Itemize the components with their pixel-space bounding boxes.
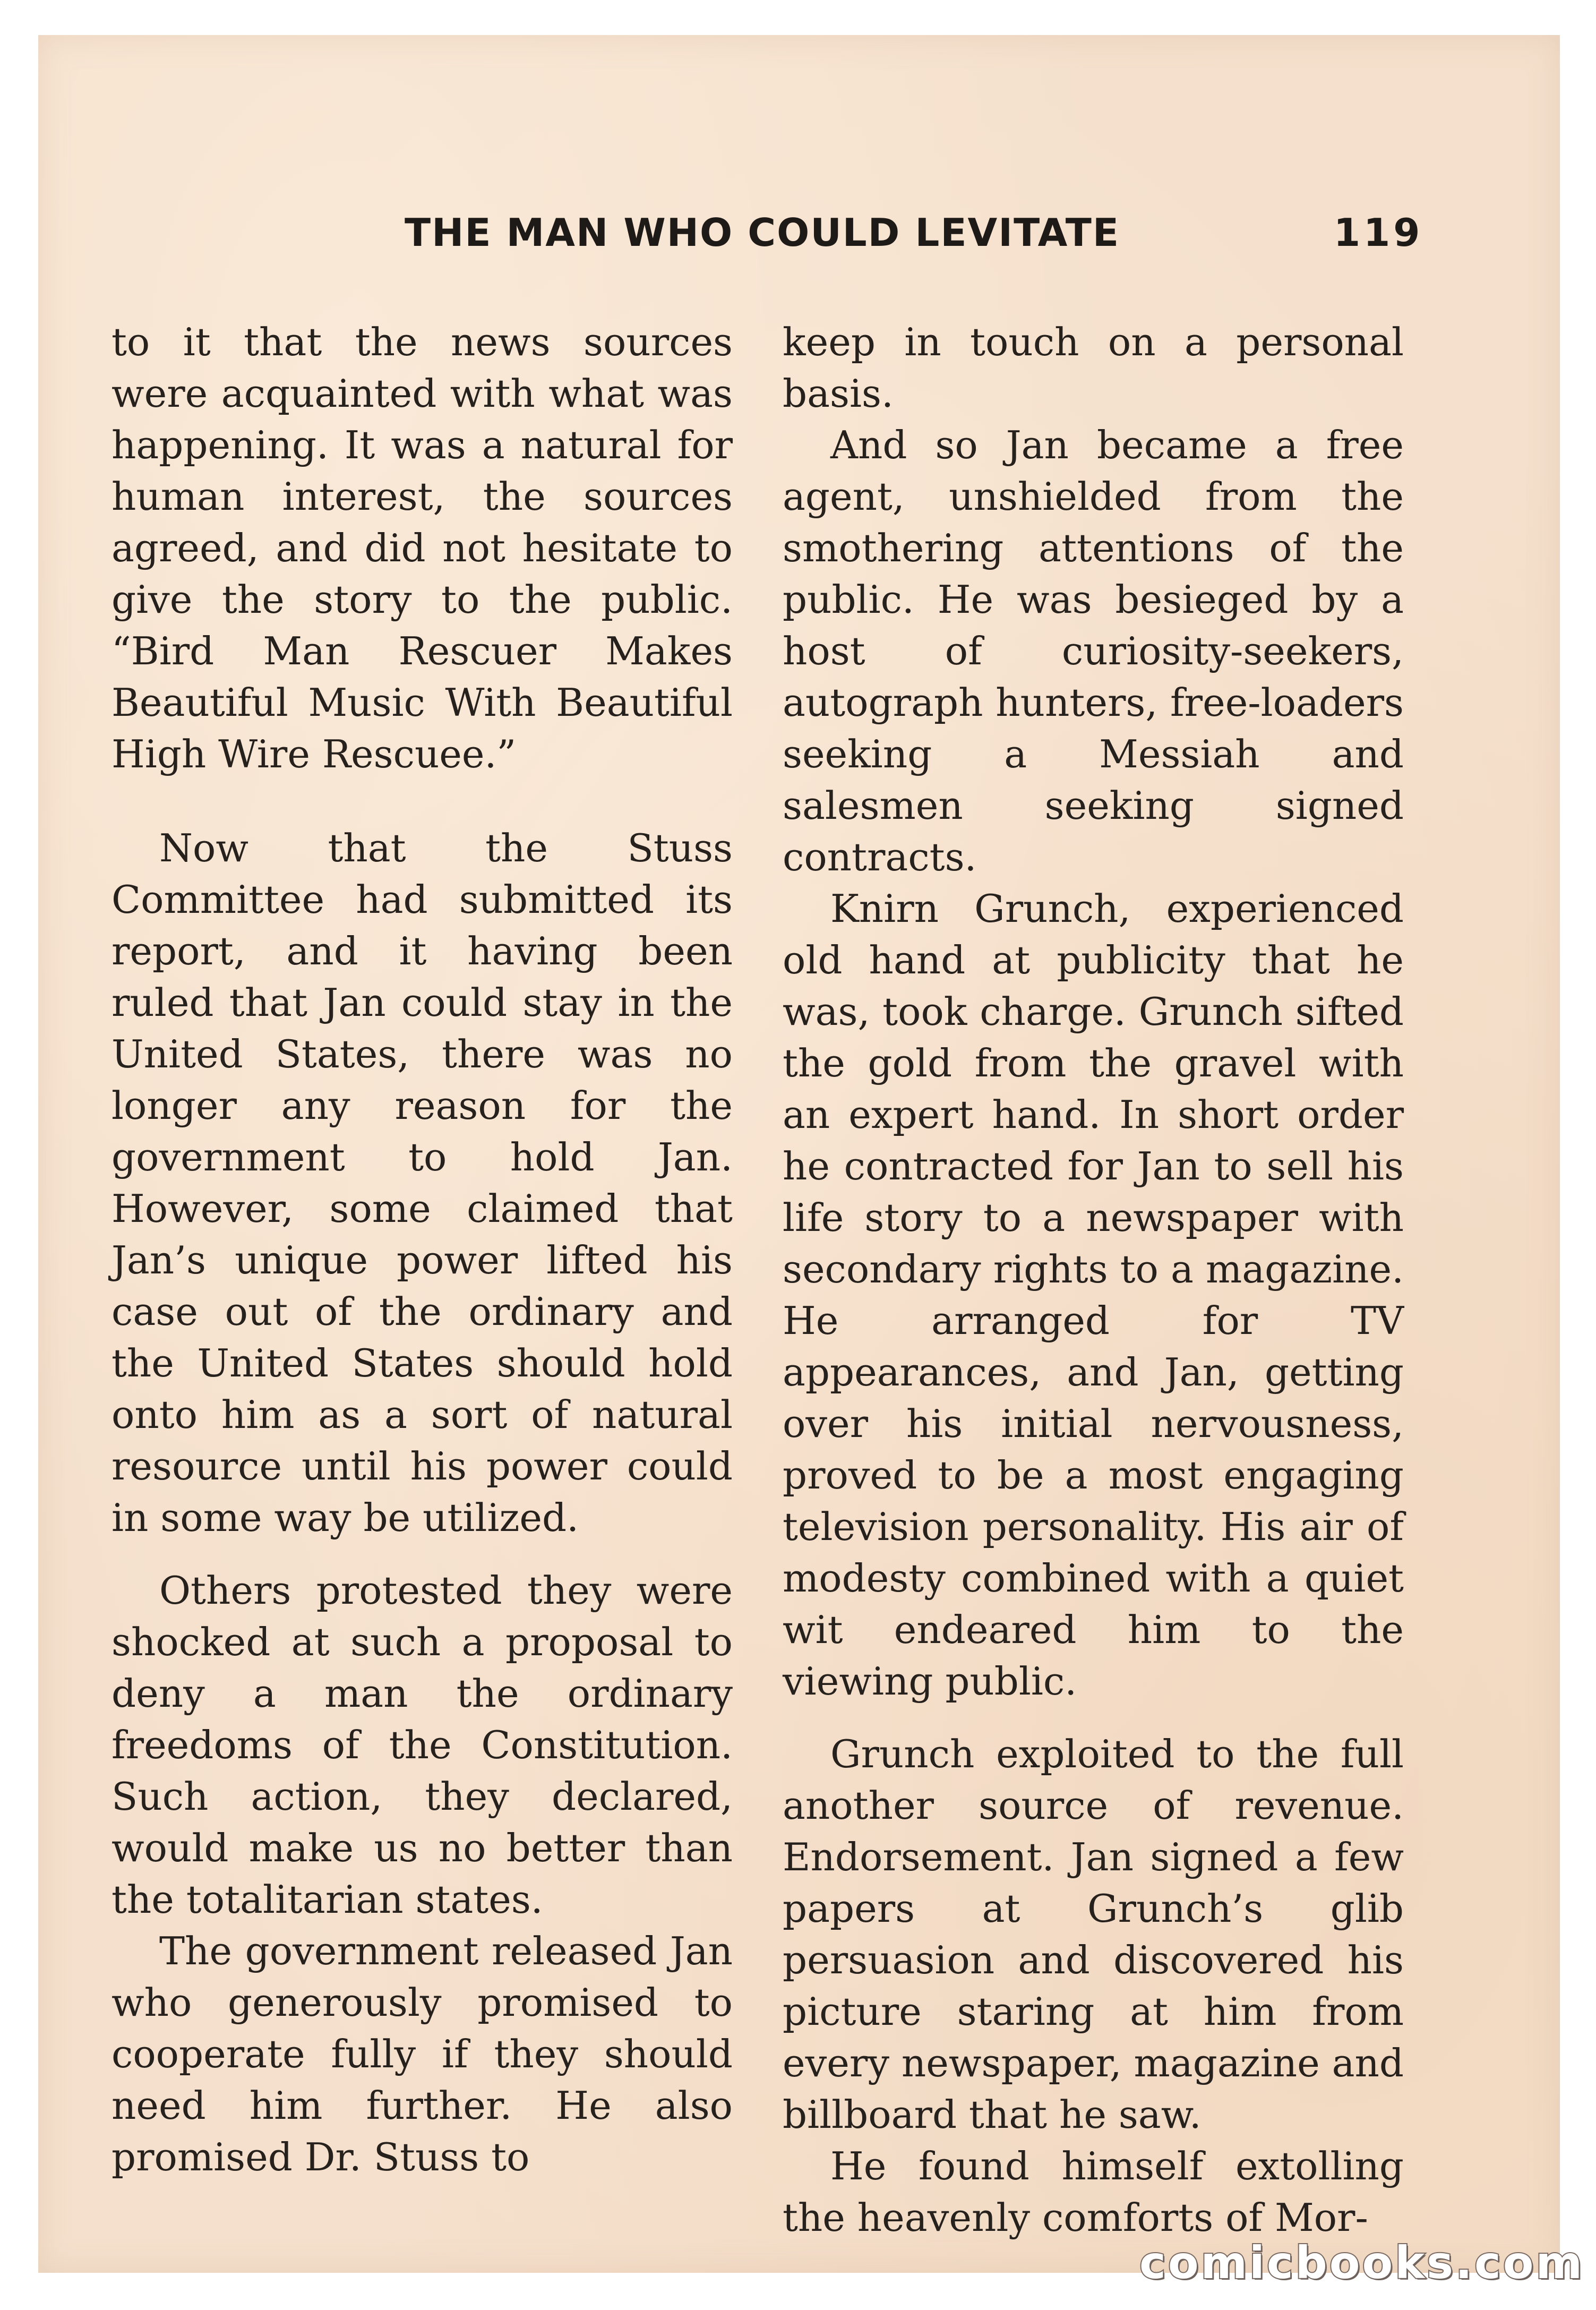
- left-column: [111, 316, 733, 2183]
- paragraph: Others protested they were shocked at such a proposal to deny a man the ordinary freedoms of the Constitution. Such action, they declared, would make us no better than the totalitarian states.: [111, 1568, 733, 1922]
- paragraph: Now that the Stuss Committee had submitted its report, and it having been ruled that Jan could stay in the United States, there was no longer any reason for the government to hold Jan. However, some claimed that Jan’s unique power lifted his case out of the ordinary and the United States should hold onto him as a sort of natural resource until his power could in some way be utilized.: [111, 826, 733, 1540]
- right-column: [783, 316, 1404, 2244]
- paragraph: Knirn Grunch, experienced old hand at publicity that he was, took charge. Grunch sifted the gold from the gravel with an expert hand. In short order he contracted for Jan to sell his life story to a newspaper with secondary rights to a magazine. He arranged for TV appearances, and Jan, getting over his initial nervousness, proved to be a most engaging television personality. His air of modesty combined with a quiet wit endeared him to the viewing public.: [783, 886, 1404, 1704]
- paragraph: And so Jan became a free agent, unshielded from the smothering attentions of the public. He was besieged by a host of curiosity-seekers, autograph hunters, free-loaders seeking a Messiah and salesmen seeking signed contracts.: [783, 423, 1404, 879]
- paragraph: Grunch exploited to the full another source of revenue. Endorsement. Jan signed a few papers at Grunch’s glib persuasion and discovered his picture staring at him from every newspaper, magazine and billboard that he saw.: [783, 1732, 1404, 2137]
- paragraph: to it that the news sources were acquainted with what was happening. It was a natural for human interest, the sources agreed, and did not hesitate to give the story to the public. “Bird Man Rescuer Makes Beautiful Music With Beautiful High Wire Rescuee.”: [111, 320, 733, 776]
- page-number: 119: [1334, 210, 1423, 255]
- page-header: [38, 210, 1560, 269]
- paragraph: The government released Jan who generously promised to cooperate fully if they should need him further. He also promised Dr. Stuss to: [111, 1929, 733, 2179]
- paragraph: keep in touch on a personal basis.: [783, 320, 1404, 416]
- paragraph: He found himself extolling the heavenly comforts of Mor-: [783, 2144, 1404, 2240]
- running-title: THE MAN WHO COULD LEVITATE: [405, 210, 1120, 255]
- book-page: [38, 35, 1560, 2273]
- watermark-logo: comicbooks.com: [1139, 2237, 1584, 2289]
